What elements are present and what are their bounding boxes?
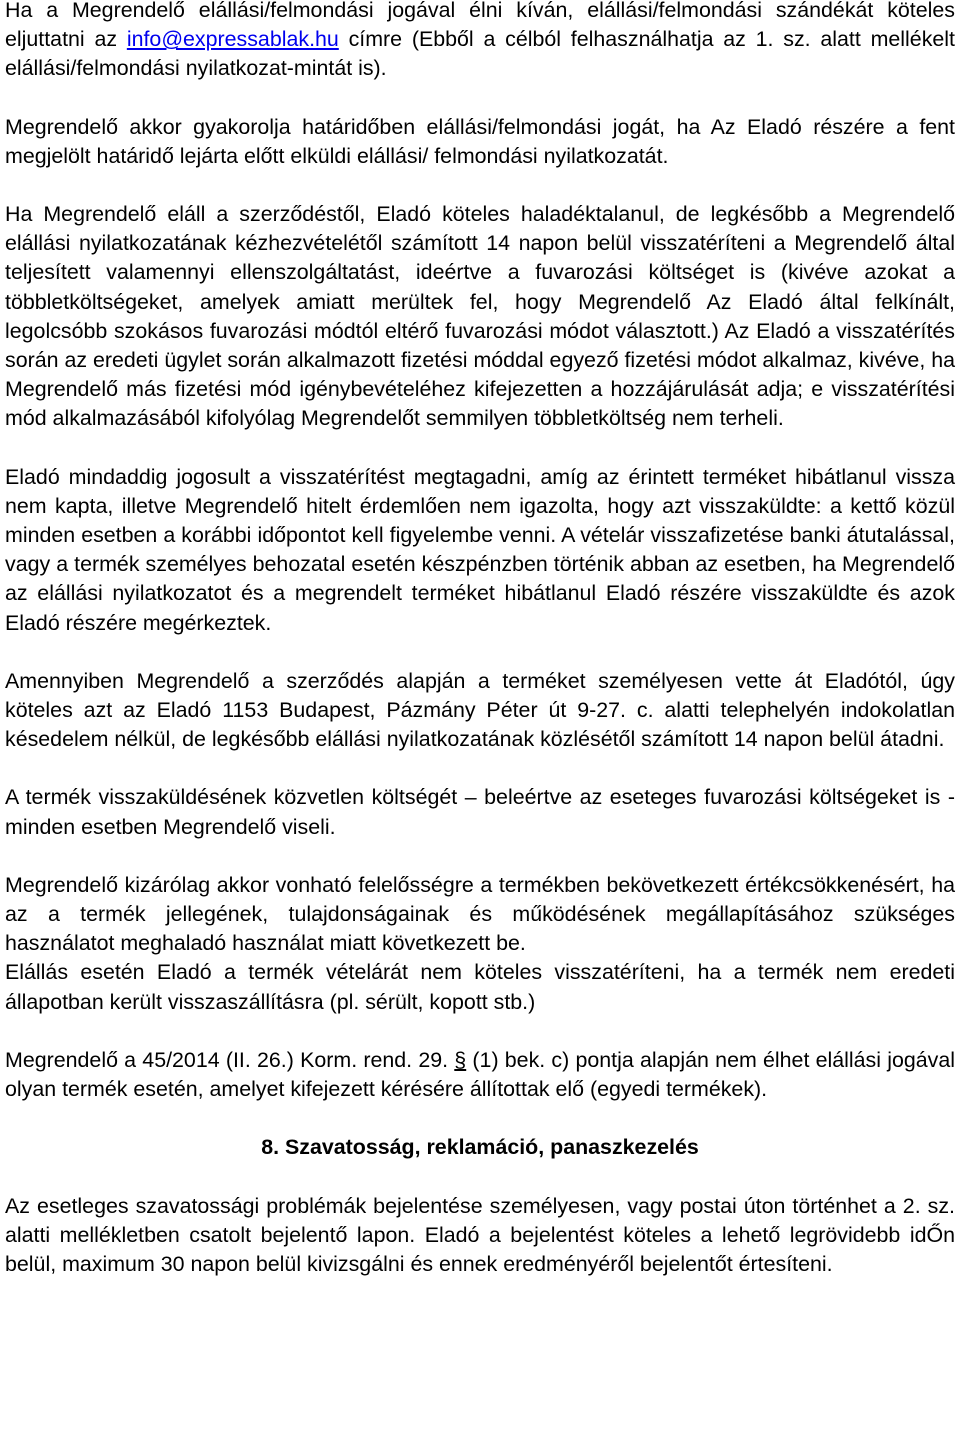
paragraph-text: címre (Ebből a célból felhasználhatja az 1. sz. alatt mellékelt elállási/felmondási nyilatkozat-mintát is).	[5, 27, 955, 81]
paragraph-refund: Ha Megrendelő eláll a szerződéstől, Eladó köteles haladéktalanul, de legkésőbb a Megrendelő elállási nyilatkozatának kézhezvételétől számított 14 napon belül visszatéríteni a Megrendelő által teljesített valamennyi ellenszolgáltatást, ideértve a fuvarozási költséget is (kivéve azokat a többletköltségeket, amelyek amiatt merültek fel, hogy Megrendelő Az Eladó által felkínált, legolcsóbb szokásos fuvarozási módtól eltérő fuvarozási módot választott.) Az Eladó a visszatérítés során az eredeti ügylet során alkalmazott fizetési móddal egyező fizetési módot alkalmaz, kivéve, ha Megrendelő más fizetési mód igénybevételéhez kifejezetten a hozzájárulását adja; e visszatérítési mód alkalmazásából kifolyólag Megrendelőt semmilyen többletköltség nem terheli.	[5, 202, 955, 431]
paragraph-text: Megrendelő a 45/2014 (II. 26.) Korm. rend. 29.	[5, 1047, 455, 1072]
paragraph-text: Ha a Megrendelő elállási/felmondási jogával élni kíván, elállási/felmondási szándékát köteles eljuttatni az	[5, 0, 955, 52]
paragraph-return-cost: A termék visszaküldésének közvetlen költségét – beleértve az eseteges fuvarozási költségeket is - minden esetben Megrendelő viseli.	[5, 785, 955, 839]
paragraph-warranty: Az esetleges szavatossági problémák bejelentése személyesen, vagy postai úton történhet a 2. sz. alatti mellékletben csatolt bejelentő lapon. Eladó a bejelentést köteles a lehető legrövidebb idŐn belül, maximum 30 napon belül kivizsgálni és ennek eredményéről bejelentőt értesíteni.	[5, 1193, 955, 1276]
paragraph-refund-refusal: Eladó mindaddig jogosult a visszatérítést megtagadni, amíg az érintett terméket hibátlanul vissza nem kapta, illetve Megrendelő hitelt érdemlően nem igazolta, hogy azt visszaküldte: a kettő közül minden esetben a korábbi időpontot kell figyelembe venni. A vételár visszafizetése banki átutalással, vagy a termék személyes behozatal esetén készpénzben történik abban az esetben, ha Megrendelő az elállási nyilatkozatot és a megrendelt terméket hibátlanul Eladó részére visszaküldte és azok Eladó részére megérkeztek.	[5, 464, 955, 635]
document-page	[5, 0, 955, 1308]
paragraph-depreciation: Megrendelő kizárólag akkor vonható felelősségre a termékben bekövetkezett értékcsökkenésért, ha az a termék jellegének, tulajdonságainak és működésének megállapításához szükséges használatot meghaladó használat miatt következett be.	[5, 872, 955, 956]
email-link[interactable]: info@expressablak.hu	[126, 27, 339, 52]
paragraph-custom-products	[5, 1046, 955, 1104]
section-heading: 8. Szavatosság, reklamáció, panaszkezelés	[261, 1135, 699, 1160]
paragraph-personal-return: Amennyiben Megrendelő a szerződés alapján a terméket személyesen vette át Eladótól, úgy köteles azt az Eladó 1153 Budapest, Pázmány Péter út 9-27. c. alatti telephelyén indokolatlan késedelem nélkül, de legkésőbb elállási nyilatkozatának közlésétől számított 14 napon belül átadni.	[5, 668, 955, 752]
paragraph-deadline: Megrendelő akkor gyakorolja határidőben elállási/felmondási jogát, ha Az Eladó részére a fent megjelölt határidő lejárta előtt elküldi elállási/ felmondási nyilatkozatát.	[5, 114, 955, 168]
section-sign-link[interactable]: §	[454, 1047, 467, 1072]
paragraph-withdrawal-notice	[5, 0, 955, 84]
paragraph-text: (1) bek. c) pontja alapján nem élhet elállási jogával olyan termék esetén, amelyet kifejezett kérésére állítottak elő (egyedi termékek).	[5, 1047, 956, 1102]
paragraph-condition: Elállás esetén Eladó a termék vételárát nem köteles visszatéríteni, ha a termék nem eredeti állapotban került visszaszállításra (pl. sérült, kopott stb.)	[5, 960, 955, 1014]
